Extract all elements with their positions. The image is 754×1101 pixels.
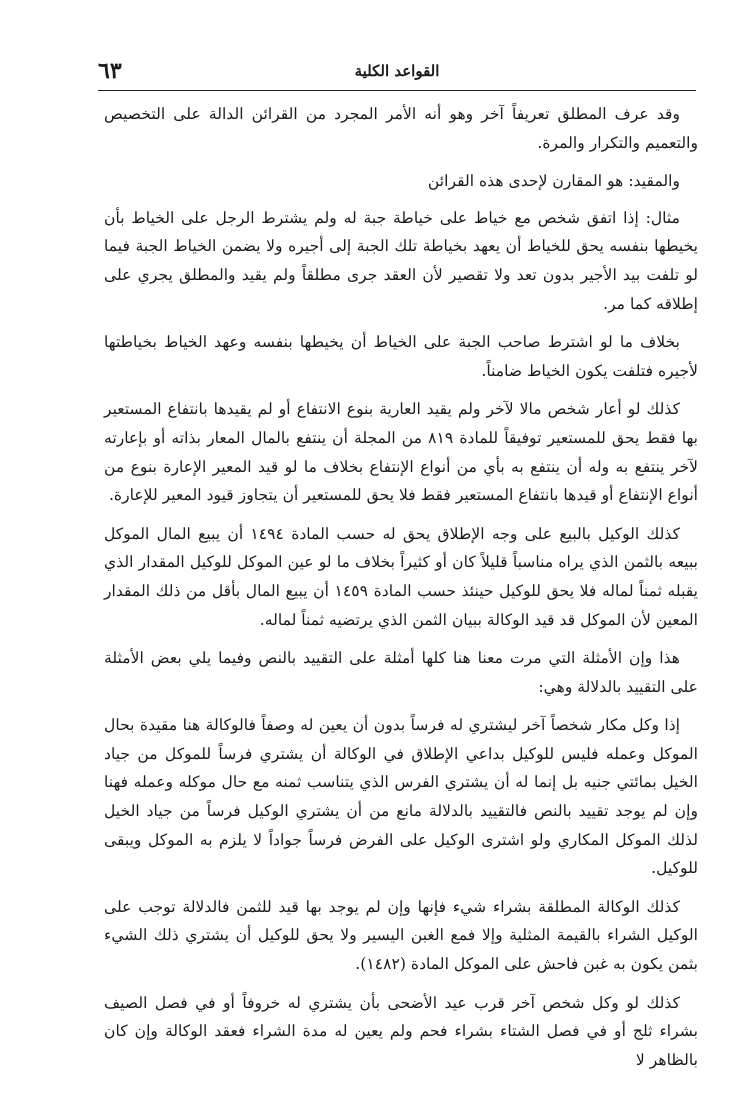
header-divider (98, 90, 696, 91)
paragraph-horse-example: إذا وكل مكار شخصاً آخر ليشتري له فرساً بدون أن يعين له وصفاً فالوكالة هنا مقيدة بحال الموكل وعمله فليس للوكيل بداعي الإطلاق في الوكالة أن يشتري فرساً للموكل من جياد الخيل بمائتي جنيه بل إنما له أن يشتري الفرس الذي يتناسب ثمنه مع حال موكله وعمله فهنا وإن لم يوجد تقييد بالنص فالتقييد بالدلالة مانع من أن يشتري الوكيل فرساً من جياد الخيل لذلك الموكل المكاري ولو اشترى الوكيل على الفرض فرساً جواداً لا يلزم به الموكل ويبقى للوكيل. (104, 716, 698, 878)
paragraph-mutlaq-definition: وقد عرف المطلق تعريفاً آخر وهو أنه الأمر المجرد من القرائن الدالة على التخصيص والتعميم والتكرار والمرة. (104, 105, 698, 152)
paragraph-seasonal-example: كذلك لو وكل شخص آخر قرب عيد الأضحى بأن يشتري له خروفاً أو في فصل الصيف بشراء ثلج أو في فصل الشتاء بشراء فحم ولم يعين له مدة الشراء فعقد الوكالة وإن كان بالظاهر لا (104, 993, 698, 1069)
running-title: القواعد الكلية (354, 62, 440, 80)
paragraph-tailor-exception: بخلاف ما لو اشترط صاحب الجبة على الخياط أن يخيطها بنفسه وعهد الخياط بخياطتها لأجيره فتلفت يكون الخياط ضامناً. (104, 333, 698, 380)
paragraph-loan-example: كذلك لو أعار شخص مالا لآخر ولم يقيد العارية بنوع الانتفاع أو لم يقيدها بانتفاع المستعير بها فقط يحق للمستعير توفيقاً للمادة ٨١٩ من المجلة أن ينتفع بالمال المعار بذاته أو بإعارته لآخر ينتفع به وله أن ينتفع به بأي من أنواع الإنتفاع بخلاف ما لو قيد المعير الإعارة بنوع من أنواع الإنتفاع أو قيدها بانتفاع المستعير فقط فلا يحق للمستعير أن يتجاوز قيود المعير للإعارة. (104, 400, 698, 505)
paragraph-agent-sale-example: كذلك الوكيل بالبيع على وجه الإطلاق يحق له حسب المادة ١٤٩٤ أن يبيع المال الموكل ببيعه بالثمن الذي يراه مناسباً قليلاً كان أو كثيراً بخلاف ما لو عين الموكل للوكيل المقدار الذي يقبله ثمناً لماله فلا يحق للوكيل حينئذ حسب المادة ١٤٥٩ أن يبيع المال بأقل من ذلك المقدار المعين لأن الموكل قد قيد الوكالة ببيان الثمن الذي يرتضيه ثمناً لماله. (104, 524, 699, 629)
main-text (104, 100, 698, 1084)
paragraph-transition: هذا وإن الأمثلة التي مرت معنا هنا كلها أمثلة على التقييد بالنص وفيما يلي بعض الأمثلة على التقييد بالدلالة وهي: (104, 649, 698, 696)
paragraph-purchase-price: كذلك الوكالة المطلقة بشراء شيء فإنها وإن لم يوجد بها قيد للثمن فالدلالة توجب على الوكيل الشراء بالقيمة المثلية وإلا فمع الغبن اليسير ولا يحق للوكيل أن يشتري ذلك الشيء بثمن يكون به غبن فاحش على الموكل المادة (١٤٨٢). (104, 897, 698, 974)
paragraph-tailor-example: مثال: إذا اتفق شخص مع خياط على خياطة جبة له ولم يشترط الرجل على الخياط بأن يخيطها بنفسه يحق للخياط أن يعهد بخياطة تلك الجبة إلى أجيره ولا يضمن الخياط الجبة فيما لو تلفت بيد الأجير بدون تعد ولا تقصير لأن العقد جرى مطلقاً ولم يقيد والمطلق يجري على إطلاقه كما مر. (104, 208, 698, 313)
page-header (98, 58, 696, 88)
page-number: ٦٣ (98, 58, 122, 84)
paragraph-muqayyad-definition: والمقيد: هو المقارن لإحدى هذه القرائن (427, 172, 680, 191)
